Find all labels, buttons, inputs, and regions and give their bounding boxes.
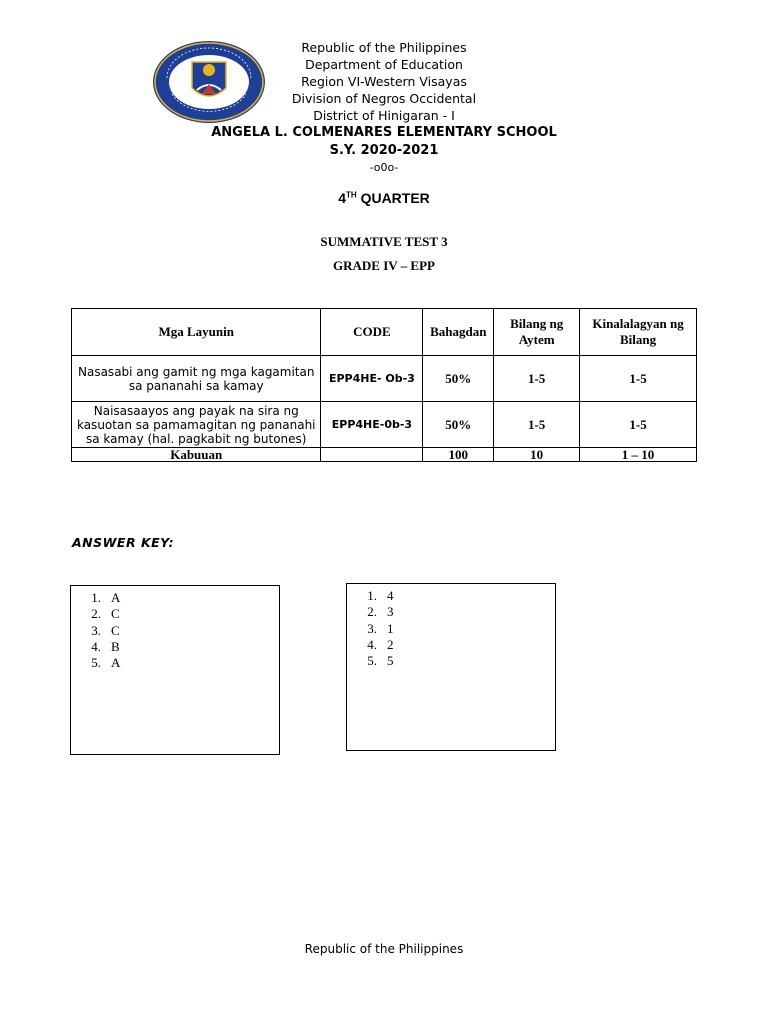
percent-cell: 50% — [423, 402, 494, 448]
table-row — [72, 402, 697, 448]
header-republic: Republic of the Philippines — [301, 40, 467, 55]
objective-cell: Nasasabi ang gamit ng mga kagamitan sa pananahi sa kamay — [72, 356, 321, 402]
test-title: SUMMATIVE TEST 3 — [320, 234, 448, 249]
header-objectives: Mga Layunin — [72, 309, 321, 356]
objectives-table — [71, 308, 697, 462]
answer-box-test-1 — [70, 585, 280, 755]
list-item: 5. 5 — [367, 653, 394, 669]
placement-cell: 1-5 — [580, 356, 697, 402]
header-placement: Kinalalagyan ng Bilang — [580, 309, 697, 356]
list-item: 3. C — [91, 622, 120, 638]
items-cell: 1-5 — [494, 402, 580, 448]
footer-republic: Republic of the Philippines — [304, 942, 464, 956]
list-item: 3. 1 — [367, 620, 394, 636]
answer-list-1 — [79, 590, 279, 671]
grade-subject: GRADE IV – EPP — [333, 258, 435, 273]
objective-cell: Naisasaayos ang payak na sira ng kasuotan sa pamamagitan ng pananahi sa kamay (hal. pagkabit ng butones) — [72, 402, 321, 448]
placement-cell: 1-5 — [580, 402, 697, 448]
list-item: 4. B — [91, 638, 120, 654]
list-item: 5. A — [91, 655, 121, 671]
header-code: CODE — [321, 309, 423, 356]
header-ornament: -o0o- — [369, 161, 399, 174]
total-items: 10 — [494, 448, 580, 462]
answer-box-test-2 — [346, 583, 556, 751]
items-cell: 1-5 — [494, 356, 580, 402]
header-region: Region VI-Western Visayas — [301, 74, 467, 89]
list-item: 1. A — [91, 590, 121, 605]
code-cell: EPP4HE- Ob-3 — [321, 356, 423, 402]
header-division: Division of Negros Occidental — [291, 91, 477, 106]
list-item: 2. C — [91, 606, 120, 622]
list-item: 1. 4 — [367, 588, 394, 603]
quarter-title — [200, 190, 568, 206]
total-placement: 1 – 10 — [580, 448, 697, 462]
total-percent: 100 — [423, 448, 494, 462]
table-row — [72, 356, 697, 402]
quarter-number: 4 — [338, 190, 346, 206]
percent-cell: 50% — [423, 356, 494, 402]
school-year: S.Y. 2020-2021 — [329, 143, 439, 158]
header-department: Department of Education — [305, 57, 463, 72]
answer-list-2 — [355, 588, 555, 669]
header-percent: Bahagdan — [423, 309, 494, 356]
table-total-row — [72, 448, 697, 462]
total-code — [321, 448, 423, 462]
header-items: Bilang ng Aytem — [494, 309, 580, 356]
table-header-row — [72, 309, 697, 356]
quarter-label: QUARTER — [360, 190, 430, 206]
total-label: Kabuuan — [72, 448, 321, 462]
quarter-suffix: TH — [346, 190, 357, 200]
answer-key-label: ANSWER KEY: — [72, 535, 175, 550]
list-item: 2. 3 — [367, 604, 394, 620]
school-name: ANGELA L. COLMENARES ELEMENTARY SCHOOL — [211, 125, 557, 140]
header-district: District of Hinigaran - I — [313, 108, 455, 123]
code-cell: EPP4HE-0b-3 — [321, 402, 423, 448]
list-item: 4. 2 — [367, 636, 394, 652]
